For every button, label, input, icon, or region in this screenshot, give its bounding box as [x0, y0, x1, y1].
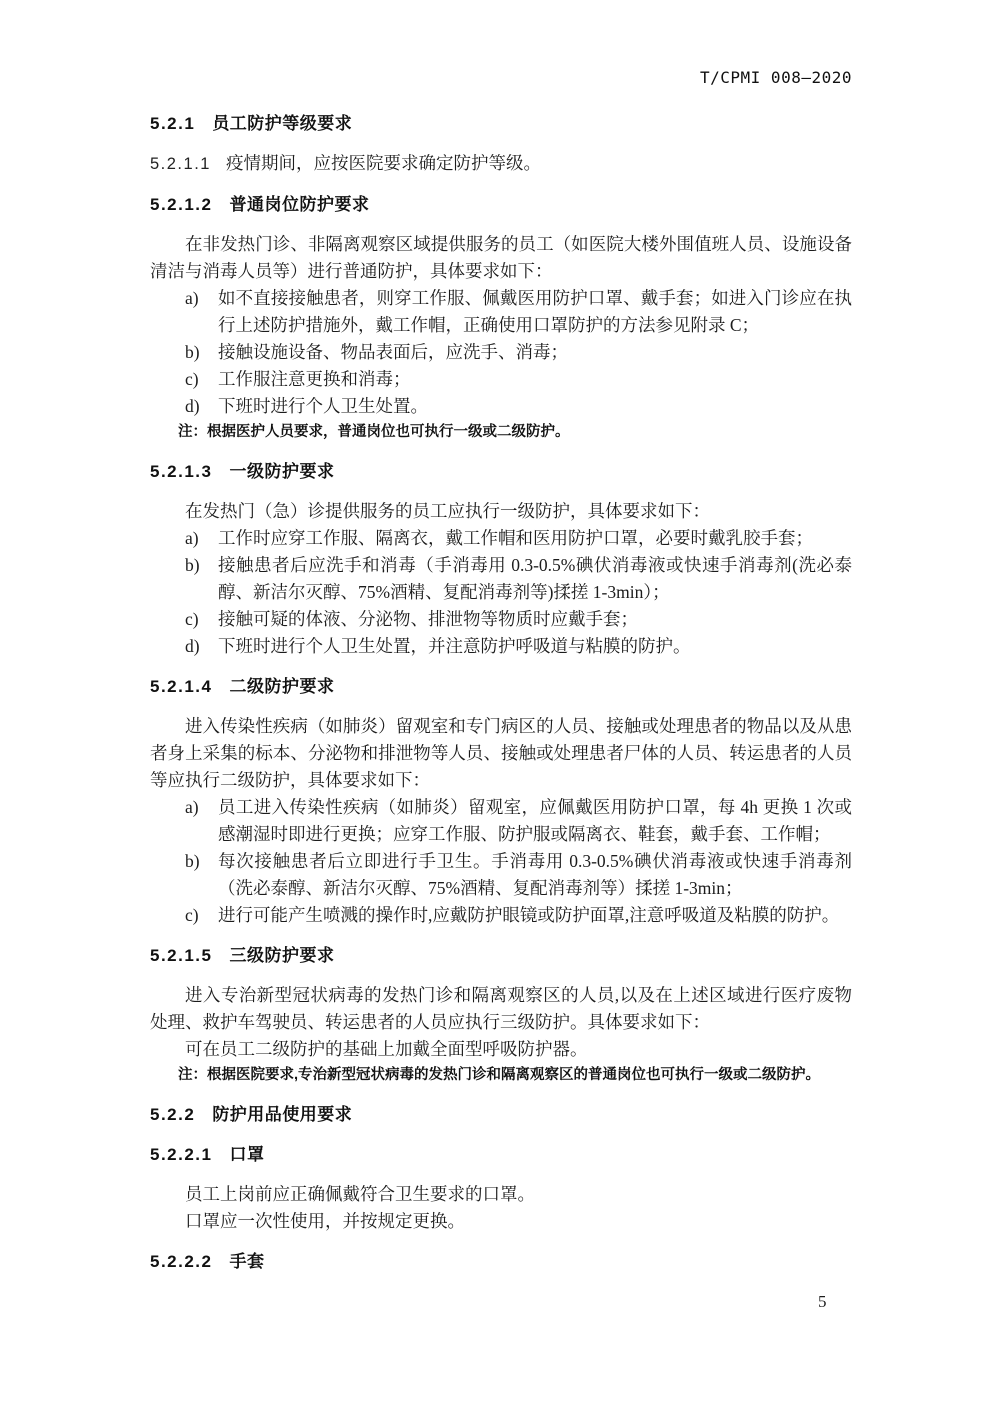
clause-number: 5.2.1.5 — [150, 946, 213, 965]
list-item — [185, 339, 852, 366]
list-marker: a) — [185, 528, 199, 548]
list-item — [185, 393, 852, 420]
page-header — [150, 68, 852, 88]
clause-number: 5.2.1.3 — [150, 462, 213, 481]
clause-text: 疫情期间，应按医院要求确定防护等级。 — [225, 153, 541, 173]
list-item — [185, 794, 852, 848]
list-item — [185, 902, 852, 929]
clause-number: 5.2.2.2 — [150, 1252, 213, 1271]
list-text: 如不直接接触患者，则穿工作服、佩戴医用防护口罩、戴手套；如进入门诊应在执行上述防护措施外，戴工作帽，正确使用口罩防护的方法参见附录 C； — [218, 288, 852, 335]
list-item — [185, 366, 852, 393]
section-heading — [150, 942, 852, 969]
list-marker: b) — [185, 342, 200, 362]
list-item — [185, 525, 852, 552]
list-marker: b) — [185, 851, 200, 871]
clause-number: 5.2.1.1 — [150, 155, 211, 173]
section-title: 手套 — [229, 1252, 265, 1271]
list-marker: c) — [185, 369, 199, 389]
note: 注：根据医院要求,专治新型冠状病毒的发热门诊和隔离观察区的普通岗位也可执行一级或二级防护。 — [178, 1067, 821, 1083]
clause-number: 5.2.1.4 — [150, 677, 213, 696]
list-marker: c) — [185, 609, 199, 629]
section-title: 三级防护要求 — [229, 946, 335, 965]
paragraph: 可在员工二级防护的基础上加戴全面型呼吸防护器。 — [185, 1039, 588, 1059]
section-title: 防护用品使用要求 — [212, 1105, 353, 1124]
section-heading — [150, 191, 852, 218]
paragraph: 进入传染性疾病（如肺炎）留观室和专门病区的人员、接触或处理患者的物品以及从患者身上采集的标本、分泌物和排泄物等人员、接触或处理患者尸体的人员、转运患者的人员等应执行二级防护，具体要求如下： — [150, 716, 852, 790]
list-item — [185, 285, 852, 339]
clause-line — [150, 150, 852, 178]
list-item — [185, 552, 852, 606]
clause-number: 5.2.1.2 — [150, 195, 213, 214]
list-item — [185, 606, 852, 633]
list-item — [185, 848, 852, 902]
section-title: 一级防护要求 — [229, 462, 335, 481]
paragraph: 员工上岗前应正确佩戴符合卫生要求的口罩。 — [185, 1184, 535, 1204]
paragraph: 进入专治新型冠状病毒的发热门诊和隔离观察区的人员,以及在上述区域进行医疗废物处理、救护车驾驶员、转运患者的人员应执行三级防护。具体要求如下： — [150, 985, 852, 1032]
section-heading — [150, 673, 852, 700]
section-heading — [150, 1141, 852, 1168]
list-text: 工作服注意更换和消毒； — [218, 369, 411, 389]
list-marker: d) — [185, 396, 200, 416]
list-item — [185, 633, 852, 660]
list-marker: c) — [185, 905, 199, 925]
list-marker: d) — [185, 636, 200, 656]
clause-number: 5.2.2 — [150, 1105, 196, 1124]
list-text: 接触可疑的体液、分泌物、排泄物等物质时应戴手套； — [218, 609, 638, 629]
list-text: 每次接触患者后立即进行手卫生。手消毒用 0.3-0.5%碘伏消毒液或快速手消毒剂（洗必泰醇、新洁尔灭醇、75%酒精、复配消毒剂等）揉搓 1-3min； — [218, 851, 852, 898]
list-text: 员工进入传染性疾病（如肺炎）留观室，应佩戴医用防护口罩，每 4h 更换 1 次或感潮湿时即进行更换；应穿工作服、防护服或隔离衣、鞋套，戴手套、工作帽； — [218, 797, 852, 844]
page-number: 5 — [818, 1292, 827, 1311]
list-text: 接触患者后应洗手和消毒（手消毒用 0.3-0.5%碘伏消毒液或快速手消毒剂(洗必泰醇、新洁尔灭醇、75%酒精、复配消毒剂等)揉搓 1-3min）； — [218, 555, 852, 602]
list-text: 接触设施设备、物品表面后，应洗手、消毒； — [218, 342, 568, 362]
list-marker: a) — [185, 797, 199, 817]
section-heading — [150, 1101, 852, 1128]
section-title: 口罩 — [229, 1145, 265, 1164]
list-marker: a) — [185, 288, 199, 308]
section-title: 二级防护要求 — [229, 677, 335, 696]
section-heading — [150, 458, 852, 485]
list-text: 工作时应穿工作服、隔离衣，戴工作帽和医用防护口罩，必要时戴乳胶手套； — [218, 528, 813, 548]
standard-number: T/CPMI 008—2020 — [700, 68, 852, 87]
document-body — [150, 110, 852, 1275]
section-heading — [150, 1248, 852, 1275]
clause-number: 5.2.2.1 — [150, 1145, 213, 1164]
section-title: 员工防护等级要求 — [212, 114, 353, 133]
paragraph: 在非发热门诊、非隔离观察区域提供服务的员工（如医院大楼外围值班人员、设施设备清洁与消毒人员等）进行普通防护，具体要求如下： — [150, 234, 852, 281]
list-text: 下班时进行个人卫生处置。 — [218, 396, 428, 416]
list-text: 下班时进行个人卫生处置，并注意防护呼吸道与粘膜的防护。 — [218, 636, 691, 656]
list-marker: b) — [185, 555, 200, 575]
note: 注：根据医护人员要求，普通岗位也可执行一级或二级防护。 — [178, 424, 570, 440]
section-title: 普通岗位防护要求 — [229, 195, 370, 214]
paragraph: 口罩应一次性使用，并按规定更换。 — [185, 1211, 465, 1231]
list-text: 进行可能产生喷溅的操作时,应戴防护眼镜或防护面罩,注意呼吸道及粘膜的防护。 — [218, 905, 840, 925]
paragraph: 在发热门（急）诊提供服务的员工应执行一级防护，具体要求如下： — [185, 501, 710, 521]
section-heading — [150, 110, 852, 137]
clause-number: 5.2.1 — [150, 114, 196, 133]
